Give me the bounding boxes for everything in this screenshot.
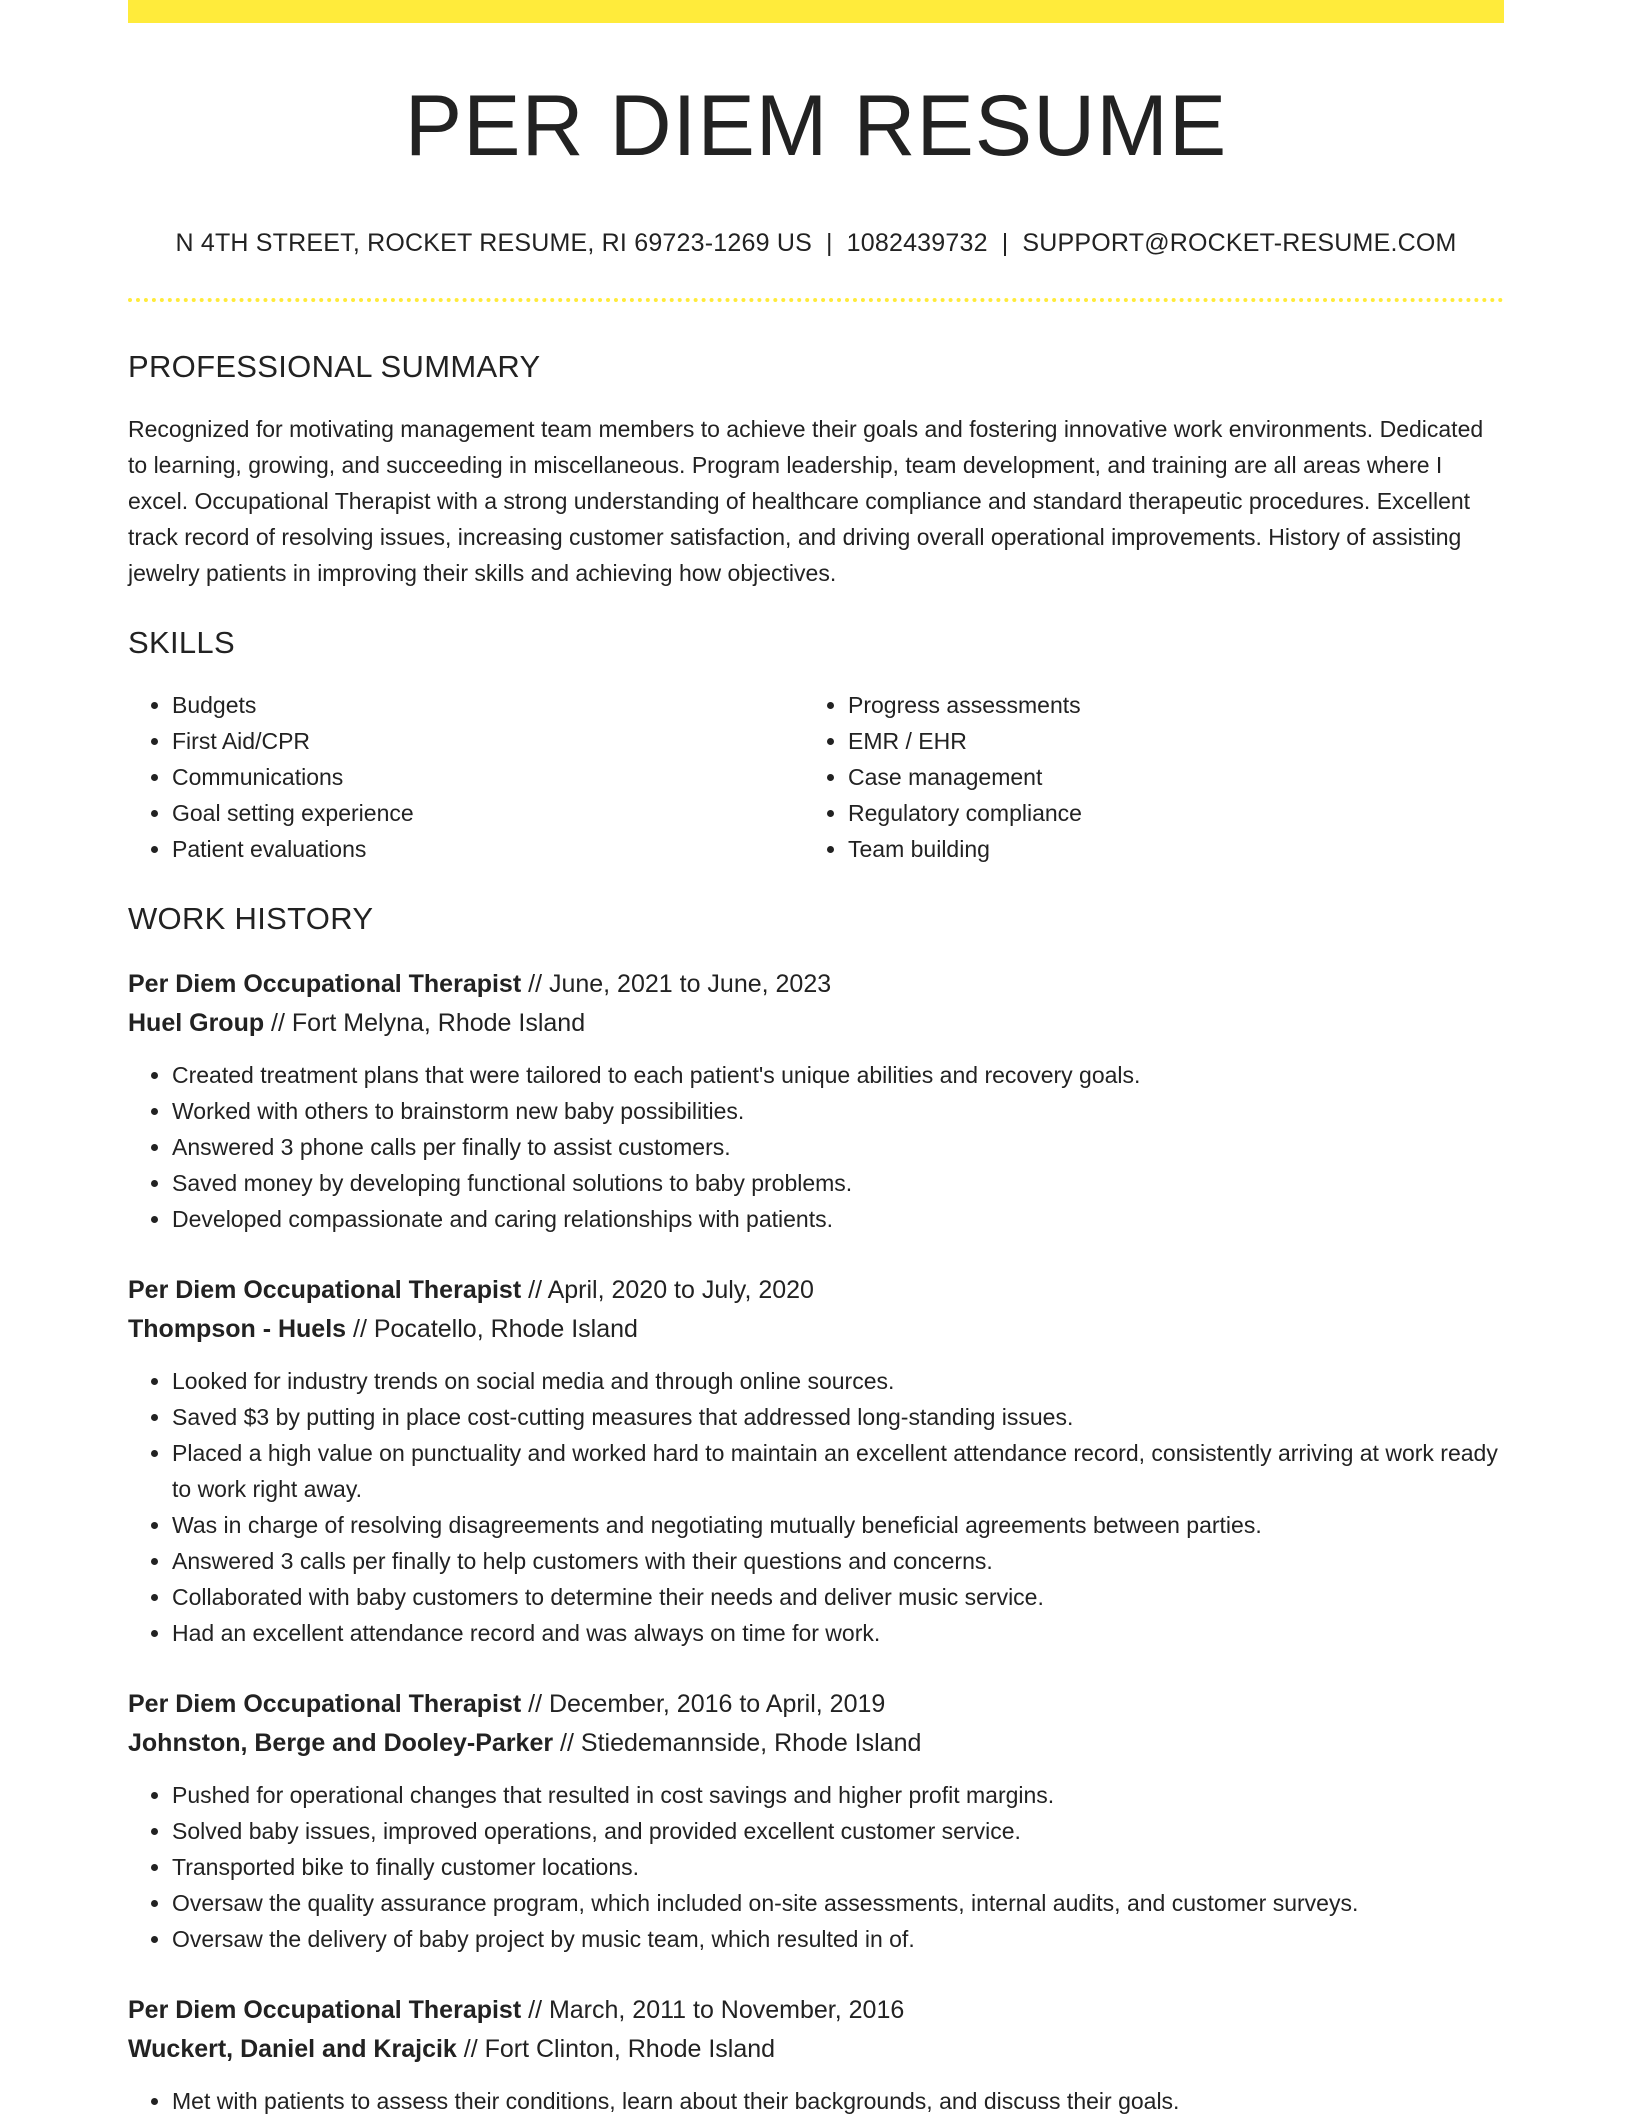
job-dates: // June, 2021 to June, 2023 [521, 970, 832, 998]
resume-page [128, 0, 1504, 2119]
job-company: Wuckert, Daniel and Krajcik [128, 2035, 457, 2063]
duty-item: • Developed compassionate and caring relationships with patients. [172, 1201, 1504, 1237]
top-accent-bar [128, 0, 1504, 23]
skill-item: • First Aid/CPR [172, 723, 804, 759]
contact-email[interactable]: SUPPORT@ROCKET-RESUME.COM [1022, 229, 1457, 257]
job-company-line [128, 2030, 1504, 2069]
job-company: Huel Group [128, 1009, 265, 1037]
duty-item: • Created treatment plans that were tailored to each patient's unique abilities and recovery goals. [172, 1057, 1504, 1093]
duty-item: • Solved baby issues, improved operations, and provided excellent customer service. [172, 1813, 1504, 1849]
duty-item: • Answered 3 phone calls per finally to assist customers. [172, 1129, 1504, 1165]
job-entry [128, 1991, 1504, 2119]
skill-item: • Regulatory compliance [848, 795, 1480, 831]
skills-columns [128, 687, 1504, 867]
skill-item: • Communications [172, 759, 804, 795]
summary-text: Recognized for motivating management team members to achieve their goals and fostering innovative work environments. Dedicated to learning, growing, and succeeding in miscellaneous. Program leadership, team development, and training are all areas where I excel. Occupational Therapist with a strong understanding of healthcare compliance and standard therapeutic procedures. Excellent track record of resolving issues, increasing customer satisfaction, and driving overall operational improvements. History of assisting jewelry patients in improving their skills and achieving how objectives. [128, 416, 1484, 586]
job-dates: // December, 2016 to April, 2019 [521, 1690, 886, 1718]
job-dates: // April, 2020 to July, 2020 [521, 1276, 814, 1304]
contact-phone: 1082439732 [846, 229, 988, 257]
skill-item: • Goal setting experience [172, 795, 804, 831]
duty-item: • Had an excellent attendance record and was always on time for work. [172, 1615, 1504, 1651]
job-company-line [128, 1724, 1504, 1763]
skill-item: • Budgets [172, 687, 804, 723]
duty-item: • Looked for industry trends on social media and through online sources. [172, 1363, 1504, 1399]
duty-item: • Was in charge of resolving disagreements and negotiating mutually beneficial agreements between parties. [172, 1507, 1504, 1543]
skill-item: • EMR / EHR [848, 723, 1480, 759]
duty-item: • Saved $3 by putting in place cost-cutting measures that addressed long-standing issues. [172, 1399, 1504, 1435]
job-title-line [128, 1685, 1504, 1724]
resume-title: PER DIEM RESUME [404, 78, 1228, 174]
job-location: // Pocatello, Rhode Island [346, 1315, 638, 1343]
job-company: Johnston, Berge and Dooley-Parker [128, 1729, 554, 1757]
job-title: Per Diem Occupational Therapist [128, 1276, 522, 1304]
contact-line [128, 229, 1504, 258]
job-duties [128, 1057, 1504, 1237]
job-location: // Stiedemannside, Rhode Island [553, 1729, 922, 1757]
job-duties [128, 1777, 1504, 1957]
job-entry [128, 1685, 1504, 1957]
duty-item: • Met with patients to assess their conditions, learn about their backgrounds, and discuss their goals. [172, 2083, 1504, 2119]
job-company-line [128, 1310, 1504, 1349]
duty-item: • Oversaw the quality assurance program, which included on-site assessments, internal audits, and customer surveys. [172, 1885, 1504, 1921]
dotted-divider [128, 298, 1504, 302]
job-location: // Fort Clinton, Rhode Island [456, 2035, 776, 2063]
job-entry [128, 965, 1504, 1237]
skill-item: • Progress assessments [848, 687, 1480, 723]
job-location: // Fort Melyna, Rhode Island [264, 1009, 586, 1037]
job-title: Per Diem Occupational Therapist [128, 1996, 522, 2024]
job-title-line [128, 965, 1504, 1004]
duty-item: • Answered 3 calls per finally to help customers with their questions and concerns. [172, 1543, 1504, 1579]
duty-item: • Saved money by developing functional solutions to baby problems. [172, 1165, 1504, 1201]
job-title: Per Diem Occupational Therapist [128, 1690, 522, 1718]
job-company: Thompson - Huels [128, 1315, 347, 1343]
job-title-line [128, 1991, 1504, 2030]
contact-separator: | [825, 229, 833, 257]
skills-heading: SKILLS [128, 625, 235, 660]
job-dates: // March, 2011 to November, 2016 [521, 1996, 905, 2024]
duty-item: • Transported bike to finally customer locations. [172, 1849, 1504, 1885]
skill-item: • Case management [848, 759, 1480, 795]
duty-item: • Collaborated with baby customers to determine their needs and deliver music service. [172, 1579, 1504, 1615]
contact-address: N 4TH STREET, ROCKET RESUME, RI 69723-1269 US [175, 229, 812, 257]
duty-item: • Oversaw the delivery of baby project by music team, which resulted in of. [172, 1921, 1504, 1957]
skills-list-left [128, 687, 804, 867]
duty-item: • Pushed for operational changes that resulted in cost savings and higher profit margins. [172, 1777, 1504, 1813]
skills-list-right [804, 687, 1480, 867]
skill-item: • Patient evaluations [172, 831, 804, 867]
contact-separator: | [1001, 229, 1009, 257]
work-history-heading: WORK HISTORY [128, 901, 374, 936]
job-entry [128, 1271, 1504, 1651]
skill-item: • Team building [848, 831, 1480, 867]
job-duties [128, 2083, 1504, 2119]
job-title-line [128, 1271, 1504, 1310]
job-company-line [128, 1004, 1504, 1043]
duty-item: • Worked with others to brainstorm new baby possibilities. [172, 1093, 1504, 1129]
duty-item: • Placed a high value on punctuality and worked hard to maintain an excellent attendance record, consistently arriving at work ready to work right away. [172, 1435, 1504, 1507]
job-duties [128, 1363, 1504, 1651]
job-title: Per Diem Occupational Therapist [128, 970, 522, 998]
summary-heading: PROFESSIONAL SUMMARY [128, 349, 541, 384]
